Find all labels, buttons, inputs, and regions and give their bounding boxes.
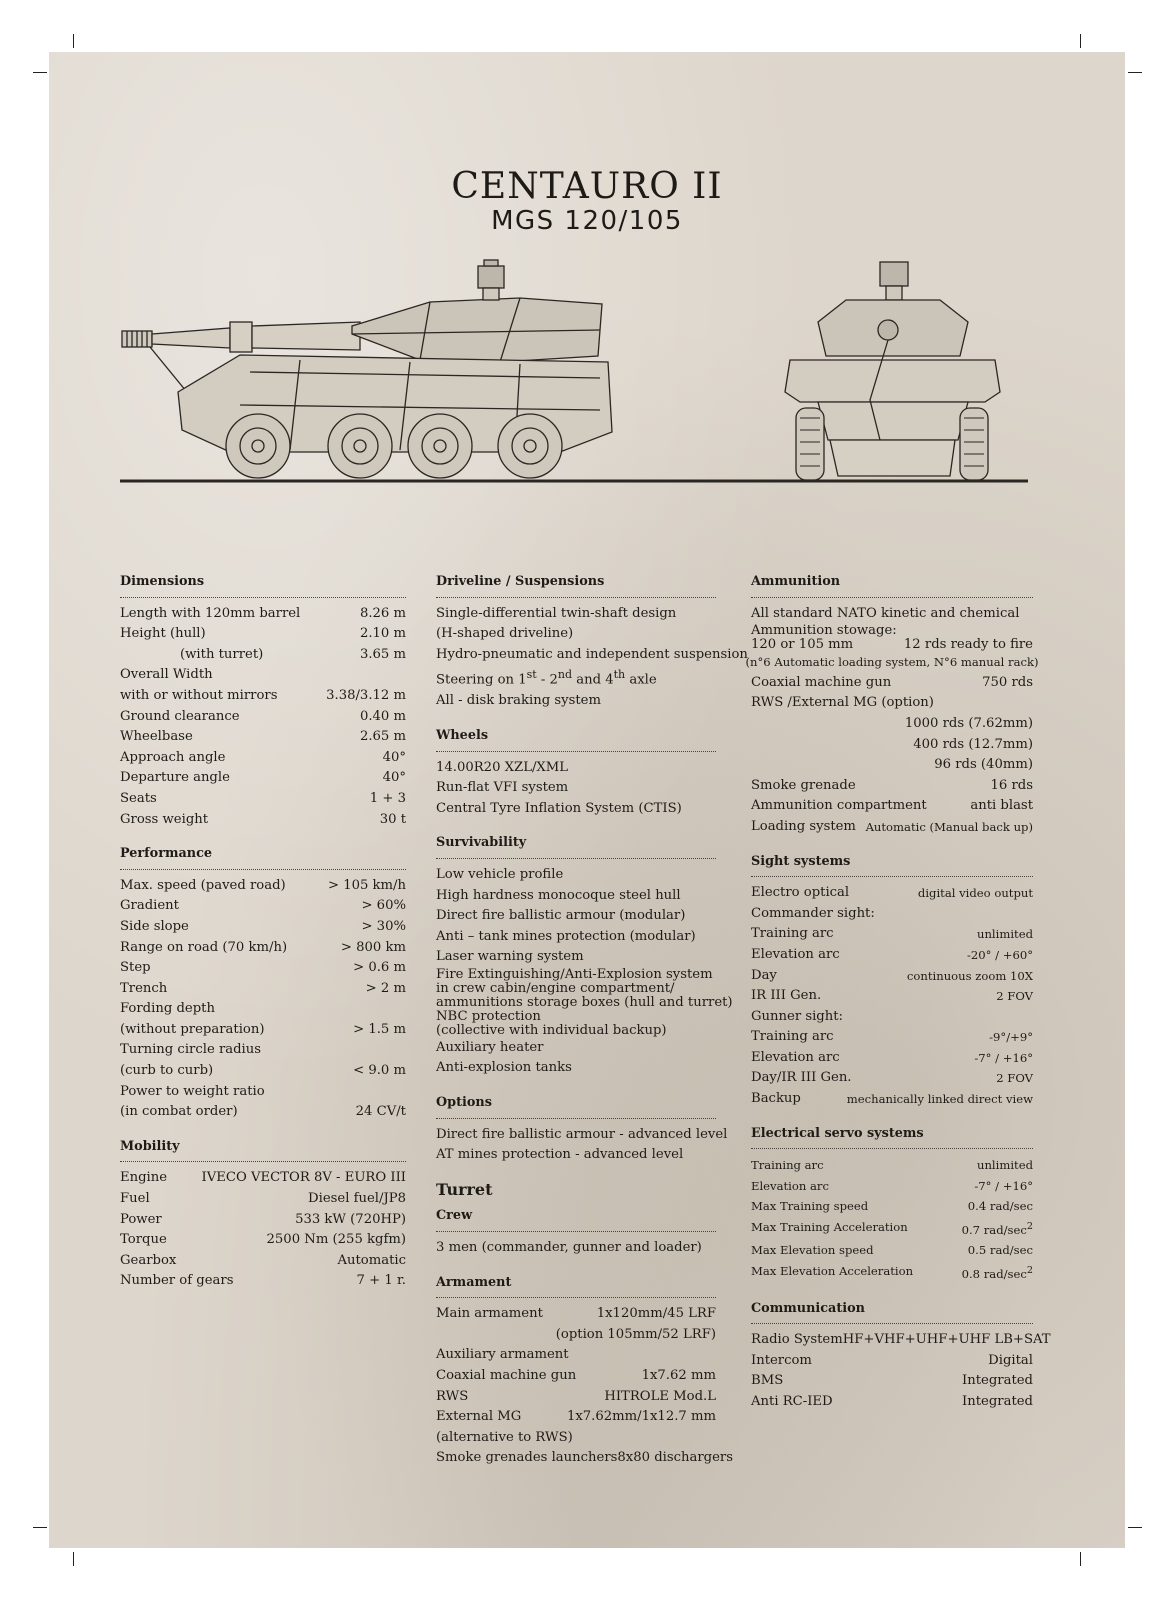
spec-row (751, 1027, 1033, 1048)
spec-row (436, 1407, 716, 1428)
spec-row (751, 883, 1033, 904)
spec-label: Electro optical (751, 885, 850, 901)
spec-label: Laser warning system (436, 949, 584, 965)
spec-label: Day/IR III Gen. (751, 1070, 852, 1086)
specs-column-left (120, 572, 406, 1306)
spec-row (120, 604, 406, 625)
spec-row (120, 917, 406, 938)
spec-row (120, 727, 406, 748)
spec-section (436, 572, 748, 712)
spec-row (436, 982, 716, 996)
spec-label: (collective with individual backup) (436, 1022, 667, 1038)
spec-label: Departure angle (120, 770, 230, 786)
spec-value: unlimited (977, 927, 1033, 942)
spec-row (436, 665, 716, 691)
spec-label: Max. speed (paved road) (120, 877, 286, 893)
spec-label: Coaxial machine gun (436, 1368, 577, 1384)
spec-row (751, 638, 1033, 652)
spec-label: Anti-explosion tanks (436, 1060, 572, 1076)
spec-label: Wheelbase (120, 729, 193, 745)
spec-value: -7° / +16° (974, 1050, 1033, 1065)
spec-value: > 800 km (340, 939, 406, 955)
spec-row (745, 652, 1039, 673)
spec-label: Intercom (751, 1352, 812, 1368)
spec-label: Power (120, 1211, 162, 1227)
spec-label: Gradient (120, 898, 179, 914)
spec-row (751, 1330, 1051, 1351)
spec-row (120, 789, 406, 810)
spec-section (751, 852, 1033, 1110)
spec-label: Gearbox (120, 1252, 177, 1268)
spec-label: Seats (120, 790, 157, 806)
spec-row (120, 1061, 406, 1082)
spec-row (751, 755, 1033, 776)
spec-row (436, 968, 716, 982)
spec-label: Commander sight: (751, 905, 875, 921)
spec-label: Central Tyre Inflation System (CTIS) (436, 800, 682, 816)
spec-value: 2 FOV (996, 1071, 1033, 1086)
page-title: CENTAURO II (451, 166, 723, 207)
spec-row (436, 1325, 716, 1346)
spec-label: Number of gears (120, 1273, 234, 1289)
spec-label: IR III Gen. (751, 988, 822, 1004)
spec-label: Max Elevation Acceleration (751, 1264, 914, 1279)
spec-label: 14.00R20 XZL/XML (436, 759, 569, 775)
spec-value: -7° / +16° (974, 1178, 1033, 1193)
spec-value: 533 kW (720HP) (295, 1211, 406, 1227)
spec-label: Auxiliary heater (436, 1039, 544, 1055)
specs-column-right (745, 572, 1051, 1427)
spec-row (120, 624, 406, 645)
spec-value: 0.40 m (359, 708, 406, 724)
spec-value: (option 105mm/52 LRF) (555, 1326, 716, 1342)
section-title: Survivability (436, 833, 716, 859)
spec-row (436, 691, 716, 712)
spec-label: Radio System (751, 1332, 843, 1348)
spec-value: 1000 rds (7.62mm) (904, 715, 1033, 731)
spec-value: 750 rds (982, 674, 1033, 690)
spec-value: 0.5 rad/sec (967, 1243, 1033, 1258)
spec-label: Fire Extinguishing/Anti-Explosion system (436, 966, 713, 982)
spec-label: Main armament (436, 1306, 543, 1322)
spec-label: AT mines protection - advanced level (436, 1147, 684, 1163)
spec-row (120, 1020, 406, 1041)
spec-value: anti blast (970, 798, 1033, 814)
spec-row (751, 714, 1033, 735)
spec-label: Hydro-pneumatic and independent suspension (436, 646, 748, 662)
spec-value: > 1.5 m (353, 1021, 406, 1037)
spec-value: HF+VHF+UHF+UHF LB+SAT (842, 1332, 1051, 1348)
spec-label: Coaxial machine gun (751, 674, 892, 690)
spec-value: 1 + 3 (369, 790, 406, 806)
spec-value: 2.65 m (359, 729, 406, 745)
spec-label: (alternative to RWS) (436, 1429, 573, 1445)
spec-label: Single-differential twin-shaft design (436, 605, 677, 621)
spec-value: 0.4 rad/sec (967, 1199, 1033, 1214)
spec-value: 24 CV/t (355, 1104, 406, 1120)
spec-label: BMS (751, 1373, 784, 1389)
spec-value: > 105 km/h (327, 877, 406, 893)
spec-label: Elevation arc (751, 1178, 829, 1193)
spec-label: Turning circle radius (120, 1042, 262, 1058)
spec-label: High hardness monocoque steel hull (436, 887, 681, 903)
spec-label: NBC protection (436, 1008, 541, 1024)
spec-row (751, 945, 1033, 966)
spec-value: IVECO VECTOR 8V - EURO III (201, 1170, 406, 1186)
spec-row (436, 604, 716, 625)
front-view-drawing (785, 262, 1000, 480)
spec-row (436, 1304, 716, 1325)
section-title: Options (436, 1093, 716, 1119)
spec-row (120, 1230, 406, 1251)
crop-mark (73, 1552, 74, 1566)
spec-value: digital video output (917, 886, 1033, 901)
spec-label: Training arc (751, 1158, 824, 1173)
spec-section (436, 1093, 728, 1166)
spec-value: Diesel fuel/JP8 (308, 1191, 406, 1207)
spec-value: 3.38/3.12 m (326, 687, 406, 703)
spec-value: 1x7.62mm/1x12.7 mm (566, 1409, 716, 1425)
spec-label: Training arc (751, 1029, 834, 1045)
spec-value: > 0.6 m (353, 960, 406, 976)
spec-label: Loading system (751, 818, 856, 834)
spec-row (436, 799, 716, 820)
spec-row (120, 938, 406, 959)
spec-row (751, 1007, 1033, 1028)
spec-label: Max Training Acceleration (751, 1220, 908, 1235)
spec-label: Fuel (120, 1191, 150, 1207)
section-title: Wheels (436, 726, 716, 752)
spec-row (120, 665, 406, 686)
spec-value: 400 rds (12.7mm) (913, 736, 1033, 752)
spec-row (120, 1210, 406, 1231)
spec-row (751, 604, 1033, 625)
spec-row (120, 1271, 406, 1292)
specs-column-middle (436, 572, 748, 1483)
spec-label: Ammunition compartment (751, 798, 927, 814)
spec-section (436, 833, 733, 1079)
spec-value: mechanically linked direct view (846, 1092, 1033, 1107)
spec-label: Length with 120mm barrel (120, 605, 301, 621)
spec-section (745, 572, 1039, 838)
spec-label: (n°6 Automatic loading system, N°6 manual rack) (745, 655, 1039, 670)
spec-row (436, 624, 716, 645)
spec-row (751, 1196, 1033, 1217)
section-title: Mobility (120, 1137, 406, 1163)
spec-value: 12 rds ready to fire (903, 637, 1033, 653)
spec-row (751, 1351, 1033, 1372)
spec-row (751, 904, 1033, 925)
spec-label: RWS /External MG (option) (751, 695, 934, 711)
section-title: Sight systems (751, 852, 1033, 878)
spec-value: 2500 Nm (255 kgfm) (266, 1232, 406, 1248)
spec-row (120, 707, 406, 728)
spec-row (120, 645, 406, 666)
spec-value: Integrated (962, 1373, 1033, 1389)
spec-label: Max Elevation speed (751, 1243, 874, 1258)
spec-label: in crew cabin/engine compartment/ (436, 980, 675, 996)
spec-value: > 30% (361, 918, 406, 934)
spec-label: (in combat order) (120, 1104, 238, 1120)
spec-row (120, 1251, 406, 1272)
spec-row (120, 979, 406, 1000)
spec-label: Elevation arc (751, 946, 840, 962)
spec-label: Anti – tank mines protection (modular) (436, 928, 696, 944)
spec-row (120, 1168, 406, 1189)
spec-value: 2.10 m (359, 626, 406, 642)
spec-label: Smoke grenade (751, 777, 856, 793)
spec-label: Gross weight (120, 811, 209, 827)
spec-label: Anti RC-IED (751, 1393, 833, 1409)
spec-row (120, 1189, 406, 1210)
spec-row (751, 796, 1033, 817)
spec-row (751, 1155, 1033, 1176)
section-title: Driveline / Suspensions (436, 572, 716, 598)
spec-row (436, 947, 716, 968)
spec-label: Overall Width (120, 667, 213, 683)
spec-label: 120 or 105 mm (751, 637, 854, 653)
spec-row (436, 1058, 716, 1079)
spec-label: Smoke grenades launchers (436, 1450, 618, 1466)
spec-label: Direct fire ballistic armour - advanced level (436, 1126, 728, 1142)
spec-section (751, 1124, 1033, 1285)
crop-mark (33, 1527, 47, 1528)
spec-value: 7 + 1 r. (356, 1273, 406, 1289)
spec-label: Day (751, 967, 777, 983)
spec-row (751, 924, 1033, 945)
spec-section (436, 726, 716, 819)
spec-value: 3.65 m (359, 646, 406, 662)
spec-label: Gunner sight: (751, 1008, 843, 1024)
spec-label: Training arc (751, 926, 834, 942)
spec-label: Steering on 1st - 2nd and 4th axle (436, 668, 657, 688)
spec-label: ammunitions storage boxes (hull and turret) (436, 994, 733, 1010)
spec-row (436, 1038, 716, 1059)
spec-value: 8.26 m (359, 605, 406, 621)
spec-label: Auxiliary armament (436, 1347, 569, 1363)
spec-value: Integrated (962, 1393, 1033, 1409)
spec-section (436, 1273, 733, 1469)
spec-label: Height (hull) (120, 626, 206, 642)
spec-value: > 60% (361, 898, 406, 914)
spec-row (751, 1261, 1033, 1284)
spec-value: Automatic (Manual back up) (865, 819, 1033, 834)
spec-label: (without preparation) (120, 1021, 265, 1037)
spec-value: 8x80 dischargers (617, 1450, 733, 1466)
spec-label: Ammunition stowage: (751, 623, 897, 639)
section-title: Dimensions (120, 572, 406, 598)
spec-row (751, 1048, 1033, 1069)
spec-label: Elevation arc (751, 1049, 840, 1065)
spec-row (751, 693, 1033, 714)
spec-value: > 2 m (365, 980, 406, 996)
spec-value: 30 t (379, 811, 406, 827)
spec-value: 0.8 rad/$\sec^2$ (961, 1265, 1033, 1281)
spec-row (436, 1238, 716, 1259)
spec-value: -9°/+9° (989, 1030, 1033, 1045)
spec-value: 96 rds (40mm) (934, 757, 1033, 773)
spec-row (751, 1068, 1033, 1089)
section-title: Ammunition (751, 572, 1033, 598)
spec-row (436, 1448, 733, 1469)
section-title: Electrical servo systems (751, 1124, 1033, 1150)
spec-label: Engine (120, 1170, 168, 1186)
spec-label: All - disk braking system (436, 693, 601, 709)
spec-row (751, 1240, 1033, 1261)
page-subtitle: MGS 120/105 (491, 206, 683, 236)
section-title: Crew (436, 1206, 716, 1232)
spec-row (436, 994, 733, 1010)
spec-row (436, 1024, 716, 1038)
spec-section (120, 1137, 406, 1292)
spec-value: -20° / +60° (966, 947, 1033, 962)
spec-row (436, 1125, 728, 1146)
spec-row (436, 1345, 716, 1366)
spec-row (436, 758, 716, 779)
spec-section (120, 572, 406, 830)
spec-section (120, 844, 406, 1123)
spec-section (751, 1299, 1051, 1413)
spec-value: 16 rds (990, 777, 1033, 793)
section-title: Armament (436, 1273, 716, 1299)
crop-mark (1128, 1527, 1142, 1528)
spec-row (436, 645, 748, 666)
spec-value: Automatic (337, 1252, 406, 1268)
section-heading-large: Turret (436, 1179, 493, 1199)
spec-row (120, 810, 406, 831)
spec-label: Trench (120, 980, 168, 996)
spec-label: with or without mirrors (120, 687, 278, 703)
spec-row (751, 1392, 1033, 1413)
spec-row (751, 1371, 1033, 1392)
spec-label: Step (120, 960, 151, 976)
crop-mark (1080, 1552, 1081, 1566)
spec-row (436, 906, 716, 927)
spec-row (120, 686, 406, 707)
spec-row (120, 896, 406, 917)
spec-row (751, 776, 1033, 797)
spec-label: (H-shaped driveline) (436, 626, 574, 642)
spec-row (751, 673, 1033, 694)
spec-row (436, 865, 716, 886)
spec-label: Max Training speed (751, 1199, 869, 1214)
section-title: Communication (751, 1299, 1033, 1325)
spec-label: Backup (751, 1091, 801, 1107)
spec-section (436, 1206, 716, 1258)
spec-row (436, 1428, 716, 1449)
spec-label: RWS (436, 1388, 469, 1404)
spec-row (120, 1102, 406, 1123)
spec-label: Low vehicle profile (436, 866, 564, 882)
spec-row (751, 1217, 1033, 1240)
spec-value: 40° (382, 749, 406, 765)
spec-label: Range on road (70 km/h) (120, 939, 288, 955)
spec-value: 1x120mm/45 LRF (596, 1306, 716, 1322)
spec-row (436, 1387, 716, 1408)
spec-row (436, 1145, 716, 1166)
vehicle-drawings (0, 0, 1174, 520)
spec-row (751, 1176, 1033, 1197)
spec-value: 0.7 rad/$\sec^2$ (961, 1221, 1033, 1237)
spec-value: 1x7.62 mm (641, 1368, 716, 1384)
spec-row (436, 778, 716, 799)
spec-label: All standard NATO kinetic and chemical (751, 605, 1020, 621)
spec-row (120, 876, 406, 897)
spec-value: unlimited (977, 1158, 1033, 1173)
spec-label: Direct fire ballistic armour (modular) (436, 908, 686, 924)
spec-row (751, 735, 1033, 756)
spec-label: Approach angle (120, 749, 226, 765)
spec-label: Fording depth (120, 1001, 215, 1017)
spec-label: Side slope (120, 918, 189, 934)
spec-row (120, 999, 406, 1020)
section-title: Performance (120, 844, 406, 870)
spec-value: HITROLE Mod.L (604, 1388, 716, 1404)
spec-value: continuous zoom 10X (906, 968, 1033, 983)
spec-row (751, 966, 1033, 987)
spec-label: (with turret) (180, 646, 264, 662)
spec-row (751, 624, 1033, 638)
spec-value: 2 FOV (996, 989, 1033, 1004)
spec-row (436, 886, 716, 907)
spec-label: 3 men (commander, gunner and loader) (436, 1240, 702, 1256)
spec-label: External MG (436, 1409, 522, 1425)
spec-row (120, 748, 406, 769)
spec-row (436, 927, 716, 948)
spec-row (120, 768, 406, 789)
spec-row (751, 1089, 1033, 1110)
spec-row (120, 1040, 406, 1061)
spec-row (120, 1082, 406, 1103)
spec-row (436, 1366, 716, 1387)
spec-value: Digital (988, 1352, 1033, 1368)
spec-row (436, 1010, 716, 1024)
spec-row (751, 817, 1033, 838)
spec-row (751, 986, 1033, 1007)
spec-label: Power to weight ratio (120, 1083, 265, 1099)
spec-value: < 9.0 m (353, 1063, 406, 1079)
spec-value: 40° (382, 770, 406, 786)
spec-label: Run-flat VFI system (436, 780, 569, 796)
spec-label: Ground clearance (120, 708, 240, 724)
spec-label: Torque (120, 1232, 167, 1248)
spec-label: (curb to curb) (120, 1063, 214, 1079)
spec-row (120, 958, 406, 979)
